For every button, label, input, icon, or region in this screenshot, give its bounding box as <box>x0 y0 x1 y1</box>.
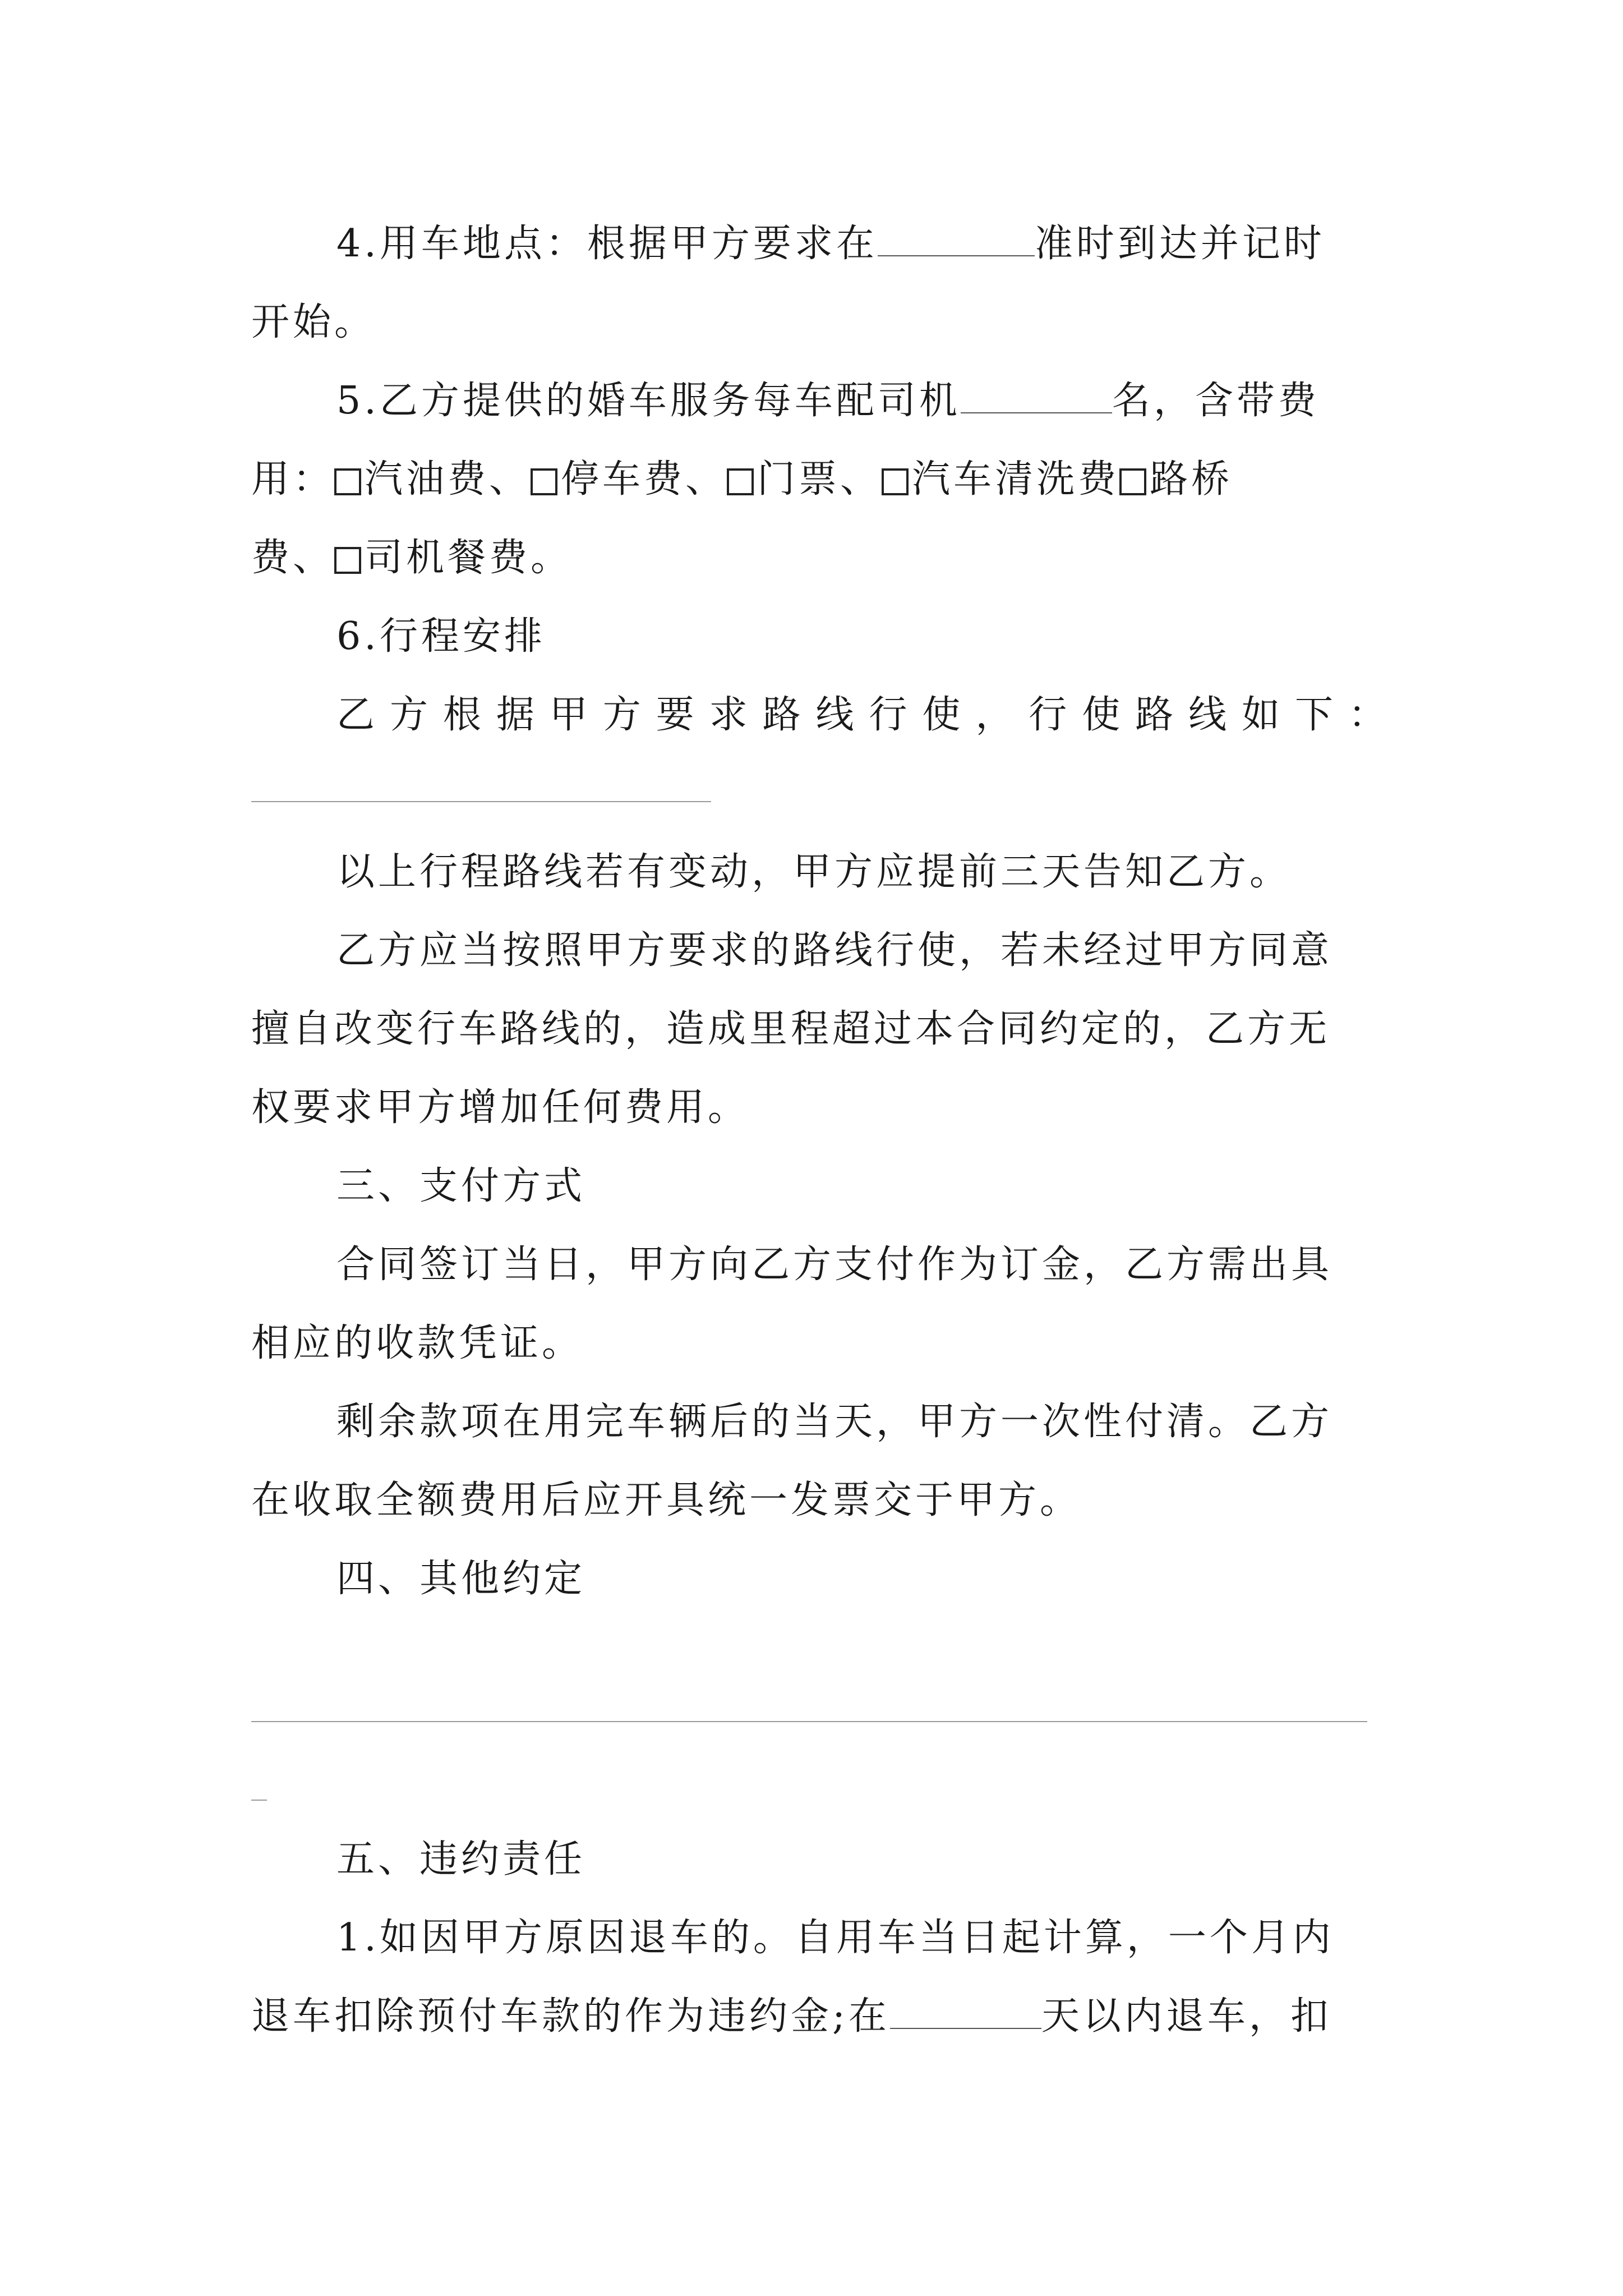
route-intro: 乙方根据甲方要求路线行使，行使路线如下： <box>336 693 1390 737</box>
section-4-heading: 四、其他约定 <box>336 1557 586 1601</box>
item-5-line-3 <box>251 530 1390 586</box>
fee-checkbox-parking[interactable] <box>531 468 557 495</box>
fee-label-carwash: 汽车清洗费 <box>912 457 1120 501</box>
item-4-prefix: 4.用车地点：根据甲方要求在 <box>336 222 878 266</box>
balance-line-2: 在收取全额费用后应开具统一发票交于甲方。 <box>251 1478 1082 1522</box>
item-5-line-1 <box>251 373 1475 429</box>
deposit-line-2: 相应的收款凭证。 <box>251 1321 584 1365</box>
fee-label-fuel: 汽油费、 <box>365 457 531 501</box>
other-terms-blank-line[interactable] <box>251 1721 1367 1722</box>
deviation-line-3: 权要求甲方增加任何费用。 <box>251 1085 750 1130</box>
deviation-line-1: 乙方应当按照甲方要求的路线行使，若未经过甲方同意 <box>336 928 1333 973</box>
fee-lead-2: 费、 <box>251 536 335 580</box>
fee-label-meals: 司机餐费。 <box>365 536 573 580</box>
fee-label-parking: 停车费、 <box>561 457 727 501</box>
item-5-prefix: 5.乙方提供的婚车服务每车配司机 <box>336 379 961 423</box>
deviation-line-2: 擅自改变行车路线的，造成里程超过本合同约定的，乙方无 <box>251 1007 1331 1051</box>
fee-checkbox-carwash[interactable] <box>882 468 909 495</box>
item-5-suffix: 名，含带费 <box>1112 379 1320 423</box>
fee-checkbox-tickets[interactable] <box>727 468 754 495</box>
location-blank[interactable] <box>878 216 1035 256</box>
days-blank[interactable] <box>890 1989 1041 2029</box>
section-5-heading: 五、违约责任 <box>336 1837 586 1881</box>
breach-suffix: 天以内退车，扣 <box>1041 1994 1332 2039</box>
breach-line-2 <box>251 1989 1390 2045</box>
other-terms-blank-tail <box>251 1800 267 1801</box>
fee-checkbox-tolls[interactable] <box>1119 468 1146 495</box>
balance-line-1: 剩余款项在用完车辆后的当天，甲方一次性付清。乙方 <box>336 1400 1333 1444</box>
item-4-line-2: 开始。 <box>251 300 376 344</box>
breach-line-1: 1.如因甲方原因退车的。自用车当日起计算，一个月内 <box>336 1916 1334 1960</box>
route-blank-line[interactable] <box>251 801 711 802</box>
fee-label-tolls: 路桥 <box>1150 457 1233 501</box>
item-4-suffix: 准时到达并记时 <box>1034 222 1325 266</box>
item-5-line-2 <box>251 452 1390 508</box>
fee-checkbox-fuel[interactable] <box>334 468 361 495</box>
deposit-line-1: 合同签订当日，甲方向乙方支付作为订金，乙方需出具 <box>336 1243 1333 1287</box>
route-notice: 以上行程路线若有变动，甲方应提前三天告知乙方。 <box>336 850 1292 894</box>
fee-checkbox-meals[interactable] <box>334 547 361 574</box>
breach-prefix: 退车扣除预付车款的作为违约金;在 <box>251 1994 890 2039</box>
fee-label-tickets: 门票、 <box>757 457 882 501</box>
fee-lead: 用： <box>251 457 335 501</box>
item-4-line-1 <box>251 216 1475 272</box>
driver-count-blank[interactable] <box>961 373 1112 413</box>
section-3-heading: 三、支付方式 <box>336 1164 586 1208</box>
item-6-heading: 6.行程安排 <box>336 614 546 659</box>
